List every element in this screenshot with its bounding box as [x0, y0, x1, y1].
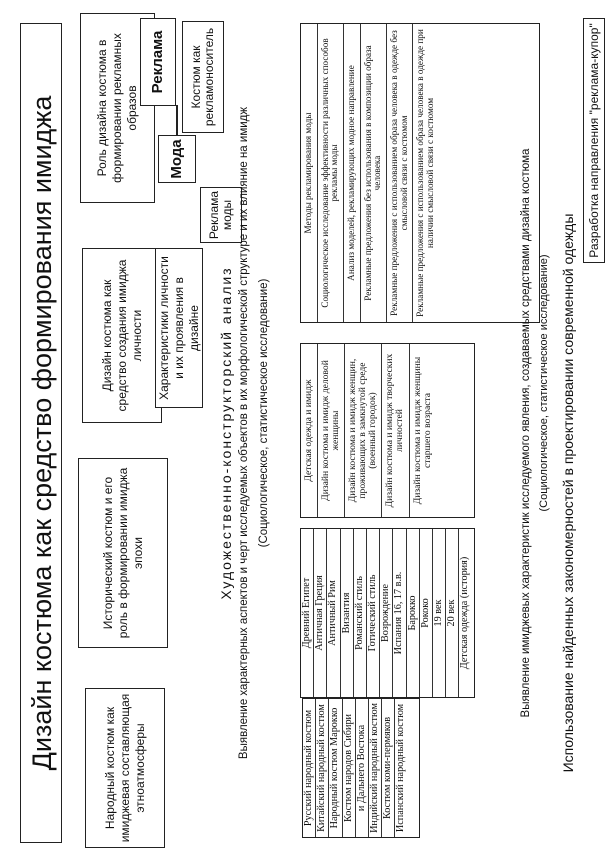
list-item: Дизайн костюма и имидж женщин, проживающих в замкнутой среде (военный городок): [345, 344, 382, 517]
historical-costume-list: [300, 528, 475, 698]
fashion-label: Мода: [167, 139, 185, 179]
fashion-box: [158, 135, 196, 183]
list-item: и Дальнего Востока: [356, 699, 369, 837]
analysis-title: Художественно-конструкторский анализ: [218, 266, 234, 600]
list-item: Испанский народный костюм: [395, 703, 407, 833]
design-usage-band: Использование найденных закономерностей в проектировании современной одежды: [560, 213, 576, 773]
category-historical-costume: [78, 458, 168, 648]
list-item: Дизайн костюма и имидж творческих личностей: [382, 344, 409, 517]
list-item: Готический стиль: [367, 529, 380, 697]
fashion-advertising-label: Реклама моды: [206, 190, 234, 240]
list-item: Социологическое исследование эффективности различных способов рекламы моды: [318, 24, 344, 322]
reklama-kupor-box: [583, 18, 605, 263]
category-personal-image: [82, 248, 162, 423]
category-advertising-images-label: Роль дизайна костюма в формировании рекламных образов: [95, 33, 139, 183]
category-personal-image-label: Дизайн костюма как средство создания имиджа личности: [99, 259, 144, 412]
analysis-subtitle: Выявление характерных аспектов и черт исследуемых объектов в их морфологической структуре и их влияние на имидж: [238, 106, 250, 760]
list-item: Дизайн костюма и имидж деловой женщины: [318, 344, 345, 517]
advertising-methods-list: [300, 23, 540, 323]
category-folk-costume: [85, 688, 165, 848]
category-historical-costume-label: Исторический костюм и его роль в формировании имиджа эпохи: [100, 467, 145, 639]
list-item: Анализ моделей, рекламирующих модное направление: [344, 24, 361, 322]
advertising-box: [140, 18, 176, 106]
list-item: Византия: [341, 529, 354, 697]
list-item: Детская одежда и имидж: [301, 344, 318, 517]
costume-ad-carrier-box: [182, 21, 224, 133]
personality-characteristics-label: Характеристики личности и их проявления в дизайне: [156, 256, 201, 400]
list-item: Рекламные предложения с использованием образа человека в одежде при наличии смысловой связи с костюмом: [415, 29, 435, 317]
list-item: Народный костюм Марокко: [329, 699, 342, 837]
list-item: Детская одежда (история): [459, 556, 471, 670]
list-item: Костюм коми-пермяков: [382, 699, 395, 837]
diagram-title: Дизайн костюма как средство формирования имиджа: [20, 23, 62, 843]
list-item: Методы рекламирования моды: [301, 24, 318, 322]
list-item: Античная Греция: [314, 529, 327, 697]
list-item: Античный Рим: [327, 529, 340, 697]
connector-line: [176, 105, 178, 135]
list-item: 20 век: [446, 529, 459, 697]
personal-image-list: [300, 343, 475, 518]
list-item: Костюм народов Сибири: [343, 699, 356, 837]
analysis-methods: (Социологическое, статистическое исследование): [258, 278, 270, 548]
list-item: Древний Египет: [301, 529, 314, 697]
list-item: Дизайн костюма и имидж женщины старшего возраста: [411, 356, 433, 505]
folk-costume-list: [302, 698, 420, 838]
list-item: Испания 16, 17 в.в.: [393, 529, 406, 697]
advertising-label: Реклама: [148, 30, 166, 94]
costume-ad-carrier-label: Костюм как рекламоноситель: [188, 27, 216, 127]
image-characteristics-band: Выявление имиджевых характеристик исследуемого явления, создаваемых средствами дизайна костюма: [520, 148, 532, 718]
list-item: Китайский народный костюм: [316, 699, 329, 837]
list-item: Рекламные предложения с использованием образа человека в одежде без смысловой связи с костюмом: [387, 24, 413, 322]
list-item: Возрождение: [380, 529, 393, 697]
list-item: Рекламные предложения без использования в композиции образа человека: [361, 24, 387, 322]
list-item: Романский стиль: [354, 529, 367, 697]
list-item: 19 век: [433, 529, 446, 697]
image-characteristics-methods: (Социологическое, статистическое исследование): [538, 254, 550, 512]
reklama-kupor-label: Разработка направления "реклама-купор": [587, 23, 601, 258]
list-item: Русский народный костюм: [303, 699, 316, 837]
personality-characteristics-box: [155, 248, 203, 408]
list-item: Рококо: [420, 529, 433, 697]
category-folk-costume-label: Народный костюм как имиджевая составляющая этноатмосферы: [102, 693, 147, 843]
list-item: Индийский народный костюм: [369, 699, 382, 837]
list-item: Барокко: [407, 529, 420, 697]
